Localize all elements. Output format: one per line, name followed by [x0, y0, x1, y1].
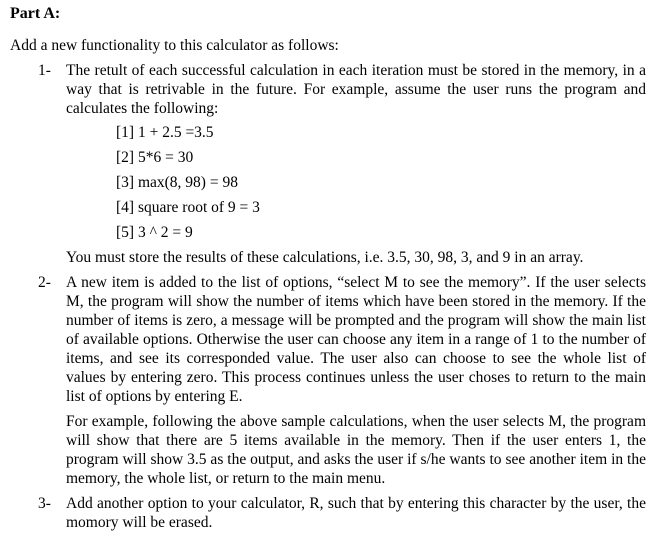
list-number-2: 2- — [38, 274, 51, 291]
list-body-2 — [66, 273, 658, 488]
example-line: [4] square root of 9 = 3 — [116, 199, 260, 216]
item-1-after-text: You must store the results of these calculations, i.e. 3.5, 30, 98, 3, and 9 in an array. — [66, 249, 584, 266]
example-line: [3] max(8, 98) = 98 — [116, 174, 238, 191]
intro-text: Add a new functionality to this calculator as follows: — [10, 37, 339, 54]
part-title: Part A: — [10, 5, 61, 22]
list-number-3: 3- — [38, 495, 51, 512]
item-2-follow-text: For example, following the above sample calculations, when the user selects M, the program will show that there are 5 items available in the memory. Then if the user enters 1, the program will show 3.5 as the output, and asks the user if s/he wants to see another item in the memory, the whole list, or return to the main menu. — [66, 413, 646, 487]
list-number-1: 1- — [38, 62, 51, 79]
item-3-text: Add another option to your calculator, R, such that by entering this character by the user, the momory will be erased. — [66, 495, 646, 531]
example-calculations — [116, 123, 646, 242]
list-item-1 — [10, 61, 658, 267]
example-line: [1] 1 + 2.5 =3.5 — [116, 124, 214, 141]
example-line: [2] 5*6 = 30 — [116, 149, 194, 166]
item-1-text: The retult of each successful calculation in each iteration must be stored in the memory, in a way that is retrivable in the future. For example, assume the user runs the program and calculates the following: — [66, 62, 646, 117]
list-item-2 — [10, 273, 658, 488]
list-body-3 — [66, 494, 658, 532]
list-item-3 — [10, 494, 658, 532]
item-2-text: A new item is added to the list of options, “select M to see the memory”. If the user selects M, the program will show the number of items which have been stored in the memory. If the number of items is zero, a message will be prompted and the program will show the main list of available options. Otherwise the user can choose any item in a range of 1 to the number of items, and see its corresponded value. The user also can choose to see the whole list of values by entering zero. This process continues unless the user choses to return to the main list of options by entering E. — [66, 274, 646, 405]
example-line: [5] 3 ^ 2 = 9 — [116, 224, 193, 241]
list-body-1 — [66, 61, 658, 267]
